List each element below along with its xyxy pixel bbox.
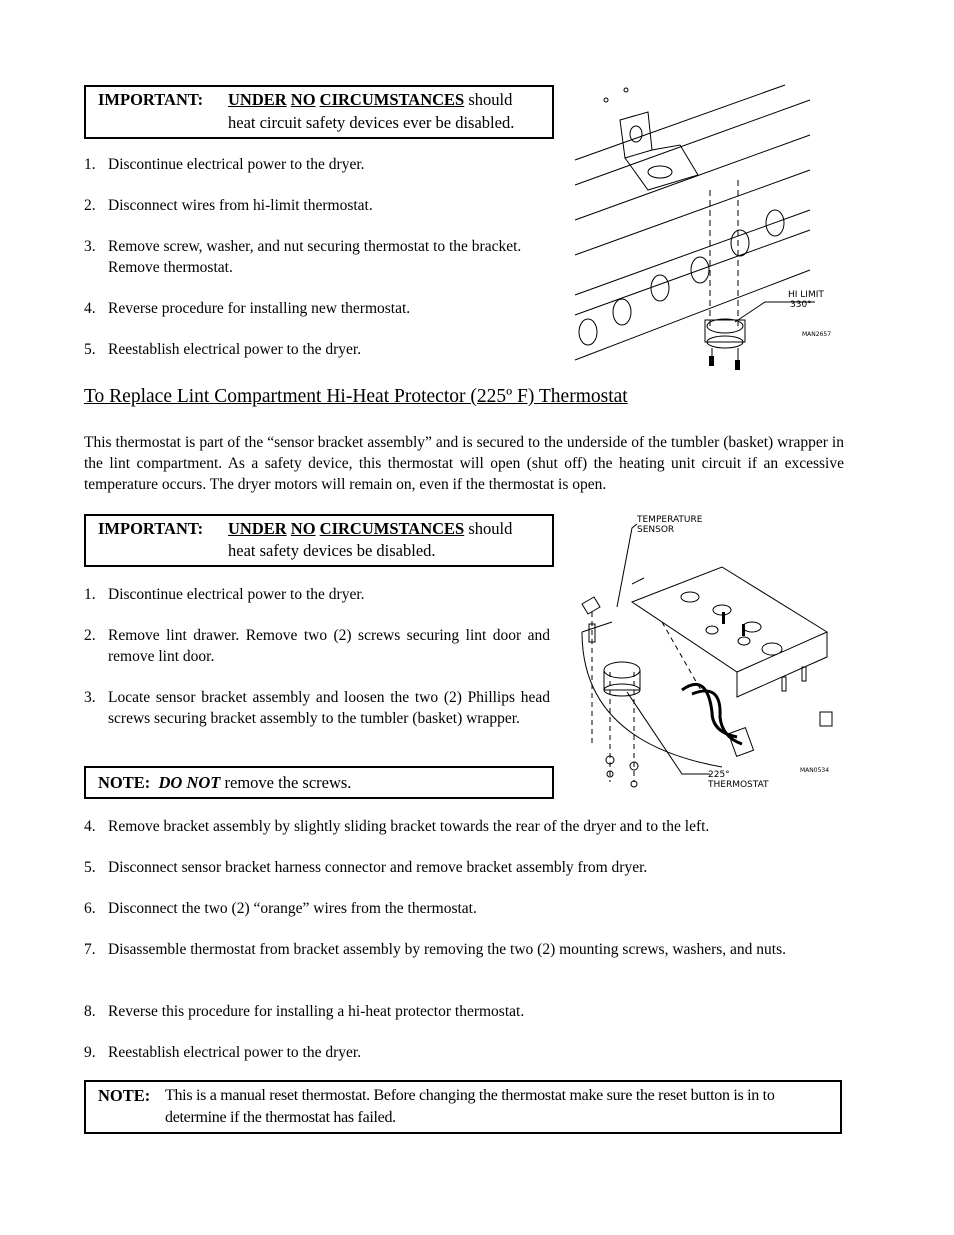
- under-text: UNDER: [228, 519, 287, 538]
- important-label: IMPORTANT:: [98, 90, 204, 109]
- hi-limit-thermostat-figure: [570, 80, 850, 380]
- list-item: 2. Remove lint drawer. Remove two (2) screws securing lint door and remove lint door.: [84, 627, 550, 665]
- hi-limit-label: HI LIMIT: [788, 290, 824, 300]
- note-box-2: [84, 1080, 842, 1134]
- important-line2: heat safety devices be disabled.: [228, 541, 436, 560]
- figure-code: MAN0534: [800, 767, 830, 774]
- list-item: 3. Locate sensor bracket assembly and loosen the two (2) Phillips head screws securing bracket assembly to the tumbler (basket) wrapper.: [84, 689, 550, 727]
- sensor-label: SENSOR: [637, 525, 675, 535]
- note-label: NOTE:: [98, 1086, 151, 1105]
- circumstances-text: CIRCUMSTANCES: [319, 90, 465, 109]
- important-box-1: [84, 85, 554, 139]
- note-text: This is a manual reset thermostat. Before changing the thermostat make sure the reset button is in to determine if the thermostat has failed.: [165, 1087, 775, 1126]
- list-item: 3. Remove screw, washer, and nut securing thermostat to the bracket. Remove thermostat.: [84, 238, 522, 276]
- hi-limit-temp-label: 330°: [790, 300, 812, 310]
- thermostat-label: THERMOSTAT: [708, 780, 769, 790]
- description-paragraph: This thermostat is part of the “sensor bracket assembly” and is secured to the underside of the tumbler (basket) wrapper in the lint compartment. As a safety device, this thermostat will open (shut off) the heating unit circuit if an excessive temperature occurs. The dryer motors will remain on, even if the thermostat is open.: [84, 434, 844, 493]
- no-text: NO: [290, 519, 316, 538]
- note-label: NOTE:: [98, 773, 151, 792]
- important-line2: heat circuit safety devices ever be disabled.: [228, 113, 515, 132]
- important-label: IMPORTANT:: [98, 519, 204, 538]
- section-heading: To Replace Lint Compartment Hi-Heat Protector (225º F) Thermostat: [84, 386, 628, 407]
- important-box-2: [84, 514, 554, 567]
- note-emphasis: DO NOT: [158, 773, 221, 792]
- circumstances-text: CIRCUMSTANCES: [319, 519, 465, 538]
- no-text: NO: [290, 90, 316, 109]
- figure-code: MAN2657: [802, 331, 832, 338]
- should-text: should: [468, 90, 513, 109]
- note-box-1: [84, 766, 554, 799]
- thermostat-temp-label: 225°: [708, 770, 730, 780]
- temperature-label: TEMPERATURE: [637, 515, 703, 525]
- sensor-bracket-figure: [572, 512, 852, 797]
- under-text: UNDER: [228, 90, 287, 109]
- note-text: remove the screws.: [224, 773, 352, 792]
- should-text: should: [468, 519, 513, 538]
- list-item: 7. Disassemble thermostat from bracket assembly by removing the two (2) mounting screws, washers, and nuts.: [84, 941, 786, 958]
